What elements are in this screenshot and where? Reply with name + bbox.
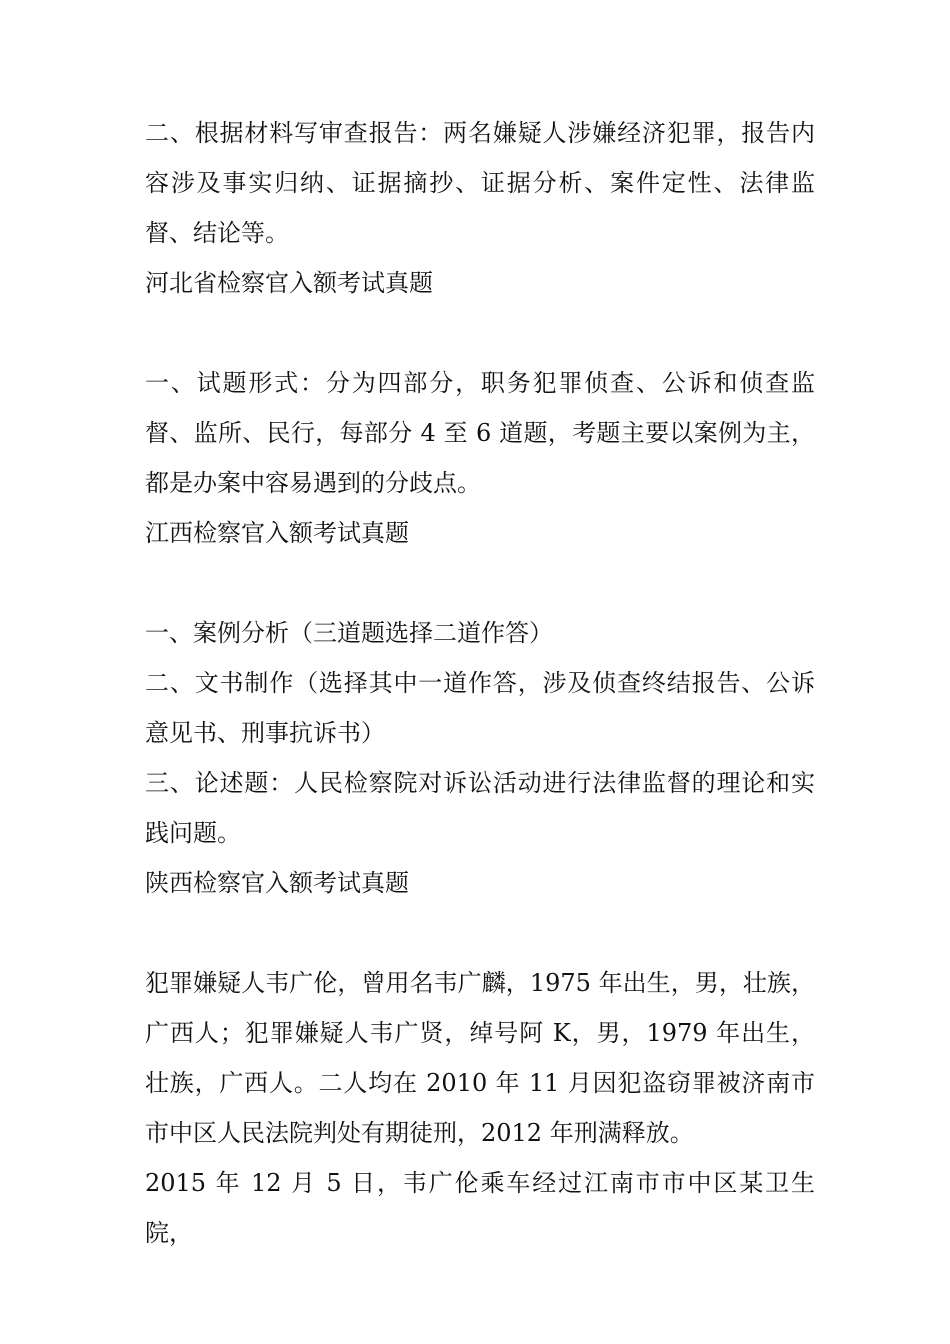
paragraph-hebei-format: 一、试题形式：分为四部分，职务犯罪侦查、公诉和侦查监督、监所、民行，每部分 4 至 6 道题，考题主要以案例为主，都是办案中容易遇到的分歧点。 — [145, 369, 815, 497]
paragraph-shaanxi-suspects: 犯罪嫌疑人韦广伦，曾用名韦广麟，1975 年出生，男，壮族，广西人；犯罪嫌疑人韦广贤，绰号阿 K，男，1979 年出生，壮族，广西人。二人均在 2010 年 11 月因犯盗窃罪被济南市市中区人民法院判处有期徒刑，2012 年刑满释放。 — [145, 969, 815, 1147]
paragraph-jiangxi-essay: 三、论述题：人民检察院对诉讼活动进行法律监督的理论和实践问题。 — [145, 769, 815, 847]
heading-shaanxi-exam: 陕西检察官入额考试真题 — [145, 869, 409, 897]
paragraph-jiangxi-document-writing: 二、文书制作（选择其中一道作答，涉及侦查终结报告、公诉意见书、刑事抗诉书） — [145, 669, 815, 747]
paragraph-jiangxi-case-analysis: 一、案例分析（三道题选择二道作答） — [145, 619, 553, 647]
paragraph-review-report: 二、根据材料写审查报告：两名嫌疑人涉嫌经济犯罪，报告内容涉及事实归纳、证据摘抄、证据分析、案件定性、法律监督、结论等。 — [145, 119, 815, 247]
heading-jiangxi-exam: 江西检察官入额考试真题 — [145, 519, 409, 547]
blank-line — [145, 908, 815, 958]
paragraph-shaanxi-event: 2015 年 12 月 5 日，韦广伦乘车经过江南市市中区某卫生院， — [145, 1169, 815, 1247]
blank-line — [145, 308, 815, 358]
heading-hebei-exam: 河北省检察官入额考试真题 — [145, 269, 433, 297]
blank-line — [145, 558, 815, 608]
document-body — [145, 108, 815, 1258]
